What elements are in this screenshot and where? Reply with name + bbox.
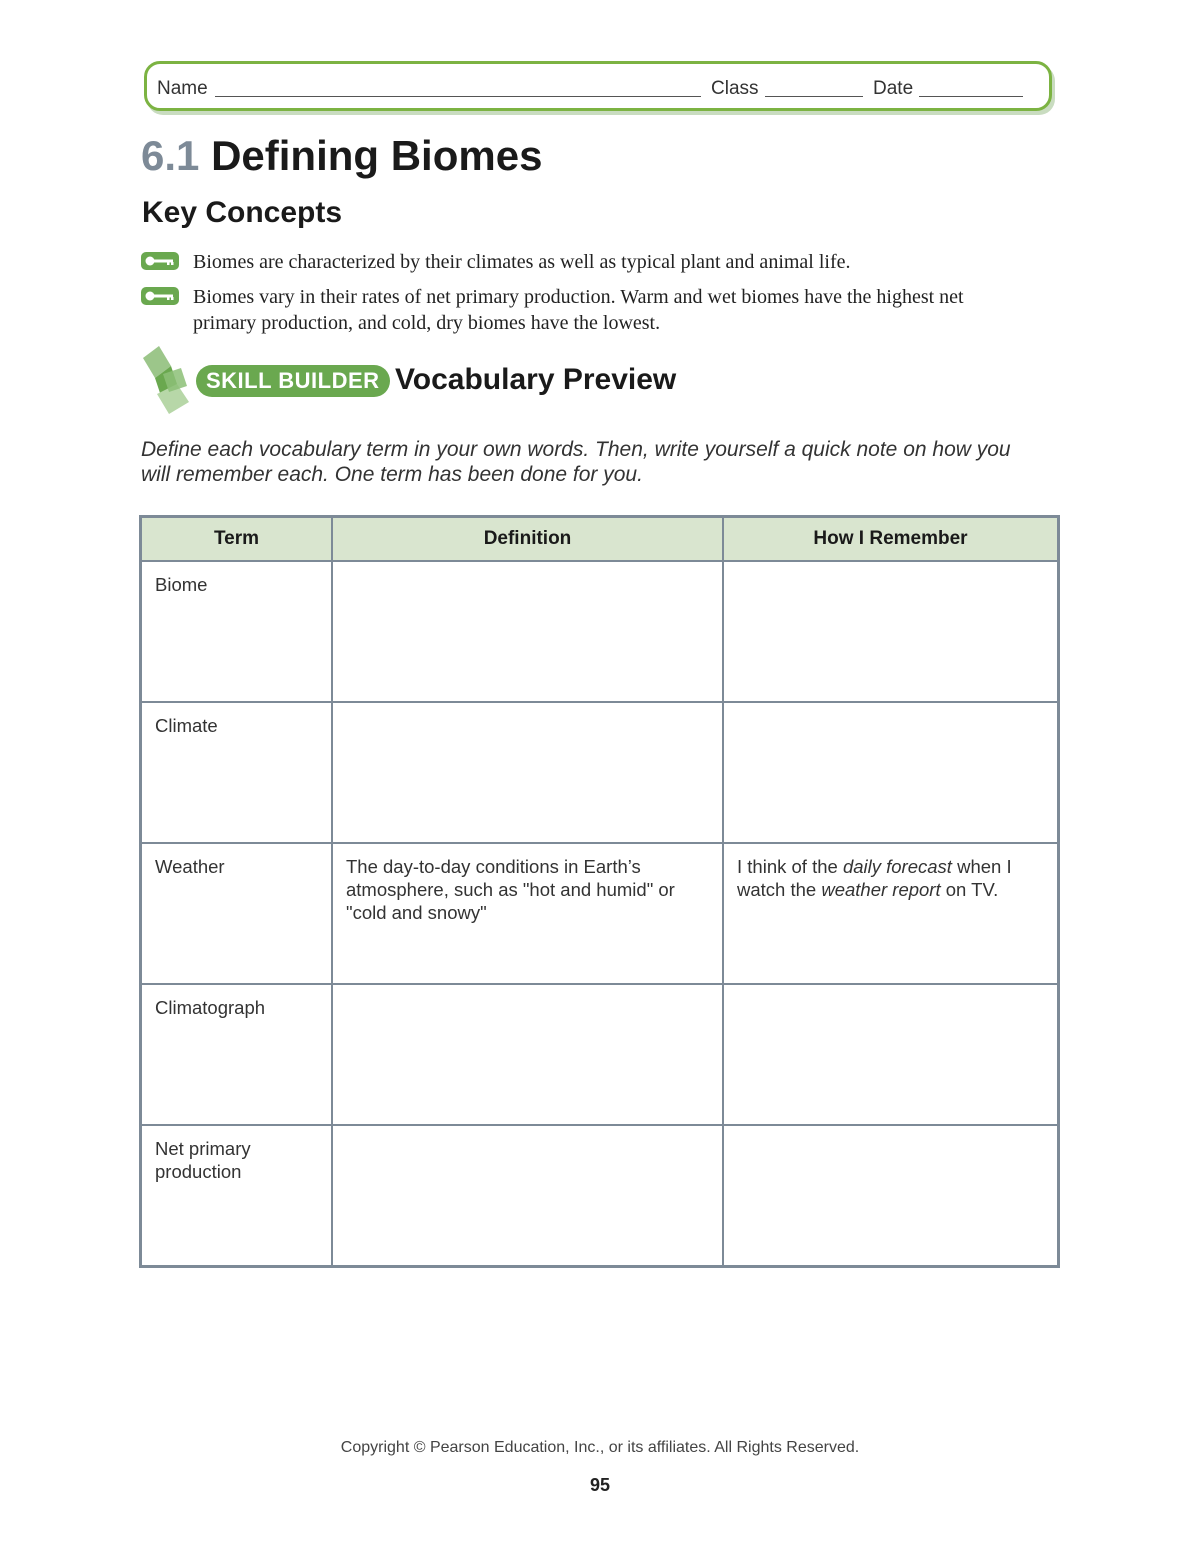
how-i-remember-cell[interactable] (723, 984, 1059, 1125)
term-cell: Climate (141, 702, 333, 843)
definition-cell[interactable] (332, 702, 723, 843)
key-concept-text: Biomes vary in their rates of net primary production. Warm and wet biomes have the highest net primary production, and cold, dry biomes have the lowest. (193, 286, 964, 334)
page-number: 95 (589, 1475, 611, 1495)
name-field[interactable] (215, 96, 701, 97)
header-definition: Definition (332, 517, 723, 562)
emphasized-text: daily forecast (842, 856, 952, 877)
instructions-text: Define each vocabulary term in your own words. Then, write yourself a quick note on how you will remember each. One term has been done for you. (141, 438, 1011, 486)
page-title (141, 132, 542, 180)
header-term: Term (141, 517, 333, 562)
term-cell: Weather (141, 843, 333, 984)
table-row (141, 1125, 1059, 1266)
class-label: Class (711, 78, 759, 99)
table-row (141, 702, 1059, 843)
how-i-remember-cell[interactable] (723, 702, 1059, 843)
remember-text: I think of the (737, 856, 843, 877)
term-cell: Biome (141, 561, 333, 702)
section-number: 6.1 (141, 132, 200, 179)
emphasized-text: weather report (821, 879, 941, 900)
term-cell: Climatograph (141, 984, 333, 1125)
skill-builder-cubes-icon (141, 344, 191, 416)
table-row (141, 561, 1059, 702)
definition-cell[interactable] (332, 1125, 723, 1266)
key-icon (141, 287, 179, 305)
key-concept-text: Biomes are characterized by their climates as well as typical plant and animal life. (193, 251, 851, 273)
how-i-remember-cell[interactable] (723, 1125, 1059, 1266)
table-header-row (141, 517, 1059, 562)
section-title: Defining Biomes (211, 132, 543, 179)
table-row (141, 984, 1059, 1125)
definition-cell[interactable] (332, 561, 723, 702)
date-field[interactable] (919, 96, 1023, 97)
table-row (141, 843, 1059, 984)
skill-builder-badge: SKILL BUILDER (196, 365, 390, 397)
remember-text: when I watch the (737, 856, 1012, 900)
key-icon (141, 252, 179, 270)
vocabulary-table (139, 515, 1060, 1268)
header-how-i-remember: How I Remember (723, 517, 1059, 562)
copyright-notice: Copyright © Pearson Education, Inc., or its affiliates. All Rights Reserved. (340, 1439, 860, 1456)
remember-text: on TV. (940, 879, 999, 900)
name-label: Name (157, 78, 208, 99)
student-info-box (144, 61, 1052, 111)
vocabulary-preview-heading: Vocabulary Preview (395, 363, 677, 396)
key-concepts-heading: Key Concepts (142, 196, 343, 229)
how-i-remember-cell[interactable] (723, 843, 1059, 984)
class-field[interactable] (765, 96, 863, 97)
term-cell: Net primary production (141, 1125, 333, 1266)
definition-cell[interactable] (332, 984, 723, 1125)
how-i-remember-cell[interactable] (723, 561, 1059, 702)
date-label: Date (873, 78, 914, 99)
definition-cell[interactable]: The day-to-day conditions in Earth’s atmosphere, such as "hot and humid" or "cold and snowy" (332, 843, 723, 984)
